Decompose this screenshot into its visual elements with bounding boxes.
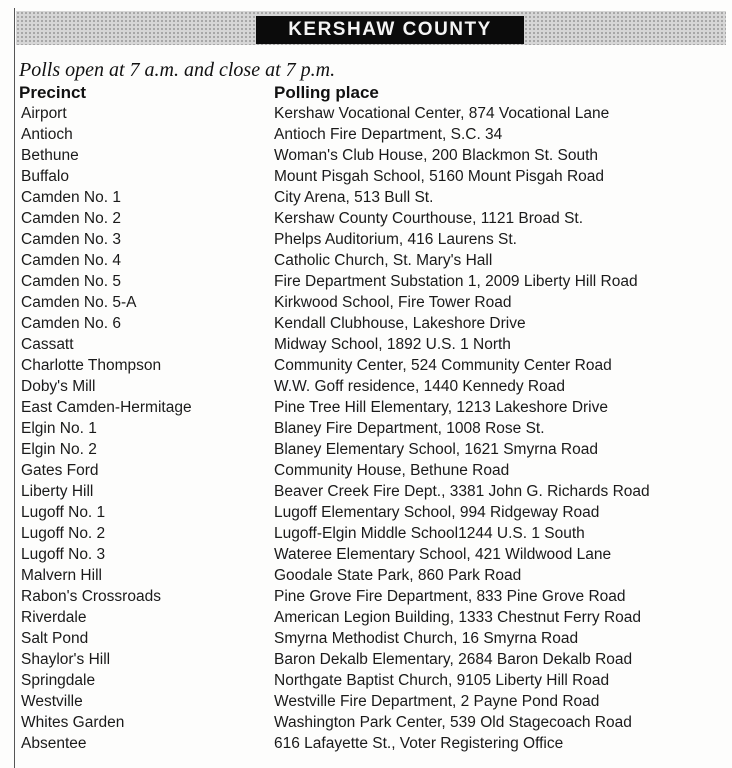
- table-row: [0, 712, 732, 733]
- table-row: [0, 481, 732, 502]
- precinct-name: Camden No. 4: [21, 252, 121, 269]
- polling-place: Blaney Elementary School, 1621 Smyrna Road: [274, 441, 598, 458]
- table-row: [0, 103, 732, 124]
- header-banner: [16, 11, 726, 45]
- polling-place: Wateree Elementary School, 421 Wildwood Lane: [274, 546, 612, 563]
- polling-place: Kershaw Vocational Center, 874 Vocational Lane: [274, 105, 610, 122]
- table-row: [0, 376, 732, 397]
- polling-place: Kendall Clubhouse, Lakeshore Drive: [274, 315, 526, 332]
- table-row: [0, 649, 732, 670]
- polling-place: Lugoff-Elgin Middle School1244 U.S. 1 South: [274, 525, 585, 542]
- precinct-name: Lugoff No. 1: [21, 504, 106, 521]
- table-row: [0, 187, 732, 208]
- polling-place: Kershaw County Courthouse, 1121 Broad St.: [274, 210, 584, 227]
- precinct-name: Westville: [21, 693, 83, 710]
- precinct-name: Rabon's Crossroads: [21, 588, 161, 605]
- polling-place: Pine Tree Hill Elementary, 1213 Lakeshore Drive: [274, 399, 608, 416]
- table-row: [0, 670, 732, 691]
- precinct-name: Absentee: [21, 735, 87, 752]
- polling-place: Antioch Fire Department, S.C. 34: [274, 126, 503, 143]
- precinct-name: Riverdale: [21, 609, 87, 626]
- precinct-name: Camden No. 5-A: [21, 294, 137, 311]
- table-row: [0, 565, 732, 586]
- polling-place: Lugoff Elementary School, 994 Ridgeway Road: [274, 504, 600, 521]
- polling-place: American Legion Building, 1333 Chestnut Ferry Road: [274, 609, 642, 626]
- precinct-name: Whites Garden: [21, 714, 125, 731]
- polling-place-column-header: Polling place: [274, 83, 379, 102]
- polling-place: Washington Park Center, 539 Old Stagecoach Road: [274, 714, 632, 731]
- precinct-name: Doby's Mill: [21, 378, 96, 395]
- precinct-name: Lugoff No. 2: [21, 525, 106, 542]
- table-row: [0, 229, 732, 250]
- polling-place: City Arena, 513 Bull St.: [274, 189, 434, 206]
- precinct-name: Gates Ford: [21, 462, 99, 479]
- polling-place: Beaver Creek Fire Dept., 3381 John G. Richards Road: [274, 483, 650, 500]
- precinct-column-header: Precinct: [19, 83, 87, 102]
- polling-place: Mount Pisgah School, 5160 Mount Pisgah Road: [274, 168, 605, 185]
- table-row: [0, 439, 732, 460]
- precinct-name: Camden No. 2: [21, 210, 121, 227]
- precinct-name: Camden No. 1: [21, 189, 121, 206]
- polling-place: Midway School, 1892 U.S. 1 North: [274, 336, 511, 353]
- table-row: [0, 208, 732, 229]
- table-row: [0, 313, 732, 334]
- precinct-name: Camden No. 6: [21, 315, 121, 332]
- precinct-name: Elgin No. 2: [21, 441, 97, 458]
- table-row: [0, 586, 732, 607]
- poll-hours-note: Polls open at 7 a.m. and close at 7 p.m.: [19, 59, 336, 81]
- polling-place: Pine Grove Fire Department, 833 Pine Grove Road: [274, 588, 626, 605]
- table-row: [0, 355, 732, 376]
- table-row: [0, 397, 732, 418]
- table-row: [0, 607, 732, 628]
- polling-place: Blaney Fire Department, 1008 Rose St.: [274, 420, 545, 437]
- table-row: [0, 166, 732, 187]
- table-row: [0, 628, 732, 649]
- table-row: [0, 691, 732, 712]
- polling-place: Smyrna Methodist Church, 16 Smyrna Road: [274, 630, 579, 647]
- precinct-name: Lugoff No. 3: [21, 546, 106, 563]
- precinct-name: Springdale: [21, 672, 96, 689]
- precinct-name: Buffalo: [21, 168, 69, 185]
- table-row: [0, 292, 732, 313]
- precinct-name: Elgin No. 1: [21, 420, 97, 437]
- precinct-name: Salt Pond: [21, 630, 89, 647]
- table-row: [0, 544, 732, 565]
- table-row: [0, 124, 732, 145]
- table-row: [0, 250, 732, 271]
- polling-place: Fire Department Substation 1, 2009 Liberty Hill Road: [274, 273, 638, 290]
- table-row: [0, 334, 732, 355]
- polling-place: Community House, Bethune Road: [274, 462, 510, 479]
- precinct-name: Bethune: [21, 147, 79, 164]
- polling-place: 616 Lafayette St., Voter Registering Office: [274, 735, 564, 752]
- precinct-name: Charlotte Thompson: [21, 357, 162, 374]
- polling-place: Phelps Auditorium, 416 Laurens St.: [274, 231, 517, 248]
- polling-place: Northgate Baptist Church, 9105 Liberty Hill Road: [274, 672, 610, 689]
- polling-place: Catholic Church, St. Mary's Hall: [274, 252, 493, 269]
- precinct-name: Liberty Hill: [21, 483, 94, 500]
- table-row: [0, 523, 732, 544]
- table-row: [0, 418, 732, 439]
- table-row: [0, 271, 732, 292]
- precinct-list: [0, 103, 732, 754]
- precinct-name: Malvern Hill: [21, 567, 102, 584]
- polling-place: Goodale State Park, 860 Park Road: [274, 567, 522, 584]
- table-row: [0, 145, 732, 166]
- precinct-name: Airport: [21, 105, 67, 122]
- precinct-name: Antioch: [21, 126, 73, 143]
- precinct-name: Cassatt: [21, 336, 74, 353]
- polling-place: Baron Dekalb Elementary, 2684 Baron Dekalb Road: [274, 651, 633, 668]
- polling-place: W.W. Goff residence, 1440 Kennedy Road: [274, 378, 565, 395]
- precinct-name: East Camden-Hermitage: [21, 399, 192, 416]
- county-title: KERSHAW COUNTY: [256, 16, 524, 44]
- table-row: [0, 460, 732, 481]
- table-row: [0, 502, 732, 523]
- precinct-name: Shaylor's Hill: [21, 651, 111, 668]
- polling-place: Woman's Club House, 200 Blackmon St. South: [274, 147, 599, 164]
- polling-place: Community Center, 524 Community Center Road: [274, 357, 612, 374]
- polling-place: Westville Fire Department, 2 Payne Pond Road: [274, 693, 600, 710]
- precinct-name: Camden No. 5: [21, 273, 121, 290]
- table-row: [0, 733, 732, 754]
- precinct-name: Camden No. 3: [21, 231, 121, 248]
- polling-place: Kirkwood School, Fire Tower Road: [274, 294, 512, 311]
